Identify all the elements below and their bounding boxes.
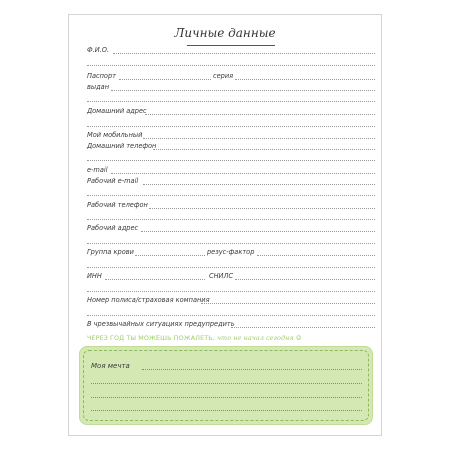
dream-line-1[interactable] <box>142 369 362 370</box>
work-address-line[interactable] <box>141 231 375 232</box>
label-email: e-mail <box>87 166 108 174</box>
work-email-line[interactable] <box>143 184 375 185</box>
fio-line-2[interactable] <box>87 65 375 66</box>
snils-line[interactable] <box>235 279 375 280</box>
label-series: серия <box>213 72 234 80</box>
phone-line-2[interactable] <box>87 160 375 161</box>
label-home-address: Домашний адрес <box>87 107 147 115</box>
motto-caps: ЧЕРЕЗ ГОД ТЫ МОЖЕШЬ ПОЖАЛЕТЬ, <box>87 334 215 342</box>
emergency-line[interactable] <box>231 327 375 328</box>
label-mobile: Мой мобильный <box>87 131 143 139</box>
dream-box <box>79 346 373 425</box>
work-phone-line[interactable] <box>149 208 375 209</box>
motto-script: что не начал сегодня ☺ <box>216 334 302 342</box>
policy-line-2[interactable] <box>87 315 375 316</box>
title-underline <box>187 45 275 46</box>
email-line[interactable] <box>111 173 375 174</box>
label-rh-factor: резус-фактор <box>207 248 255 256</box>
fio-line[interactable] <box>113 53 375 54</box>
form-page <box>68 14 382 436</box>
passport-line[interactable] <box>119 79 211 80</box>
dream-line-2[interactable] <box>91 383 362 384</box>
issued-line[interactable] <box>111 90 375 91</box>
label-work-phone: Рабочий телефон <box>87 201 148 209</box>
label-work-email: Рабочий e-mail <box>87 177 139 185</box>
label-passport: Паспорт <box>87 72 116 80</box>
label-dream: Моя мечта <box>91 362 130 370</box>
work-phone-line-2[interactable] <box>87 219 375 220</box>
home-address-line[interactable] <box>145 114 375 115</box>
label-emergency: В чрезвычайных ситуациях предупредить <box>87 320 235 328</box>
motto <box>87 334 377 342</box>
rh-factor-line[interactable] <box>257 255 375 256</box>
label-issued: выдан <box>87 83 110 91</box>
issued-line-2[interactable] <box>87 101 375 102</box>
home-address-line-2[interactable] <box>87 126 375 127</box>
label-snils: СНИЛС <box>209 272 234 280</box>
work-address-line-2[interactable] <box>87 243 375 244</box>
inn-line-2[interactable] <box>87 291 375 292</box>
label-inn: ИНН <box>87 272 102 280</box>
policy-line[interactable] <box>201 303 375 304</box>
mobile-line[interactable] <box>143 138 375 139</box>
label-home-phone: Домашний телефон <box>87 142 157 150</box>
email-line-2[interactable] <box>87 195 375 196</box>
inn-line[interactable] <box>105 279 205 280</box>
home-phone-line[interactable] <box>153 149 375 150</box>
label-fio: Ф.И.О. <box>87 46 110 54</box>
blood-line-2[interactable] <box>87 267 375 268</box>
label-work-address: Рабочий адрес <box>87 224 139 232</box>
page-title: Личные данные <box>174 26 276 40</box>
dream-line-4[interactable] <box>91 410 362 411</box>
label-policy: Номер полиса/страховая компания <box>87 296 210 304</box>
dream-line-3[interactable] <box>91 397 362 398</box>
blood-group-line[interactable] <box>135 255 205 256</box>
label-blood-group: Группа крови <box>87 248 134 256</box>
series-line[interactable] <box>235 79 375 80</box>
